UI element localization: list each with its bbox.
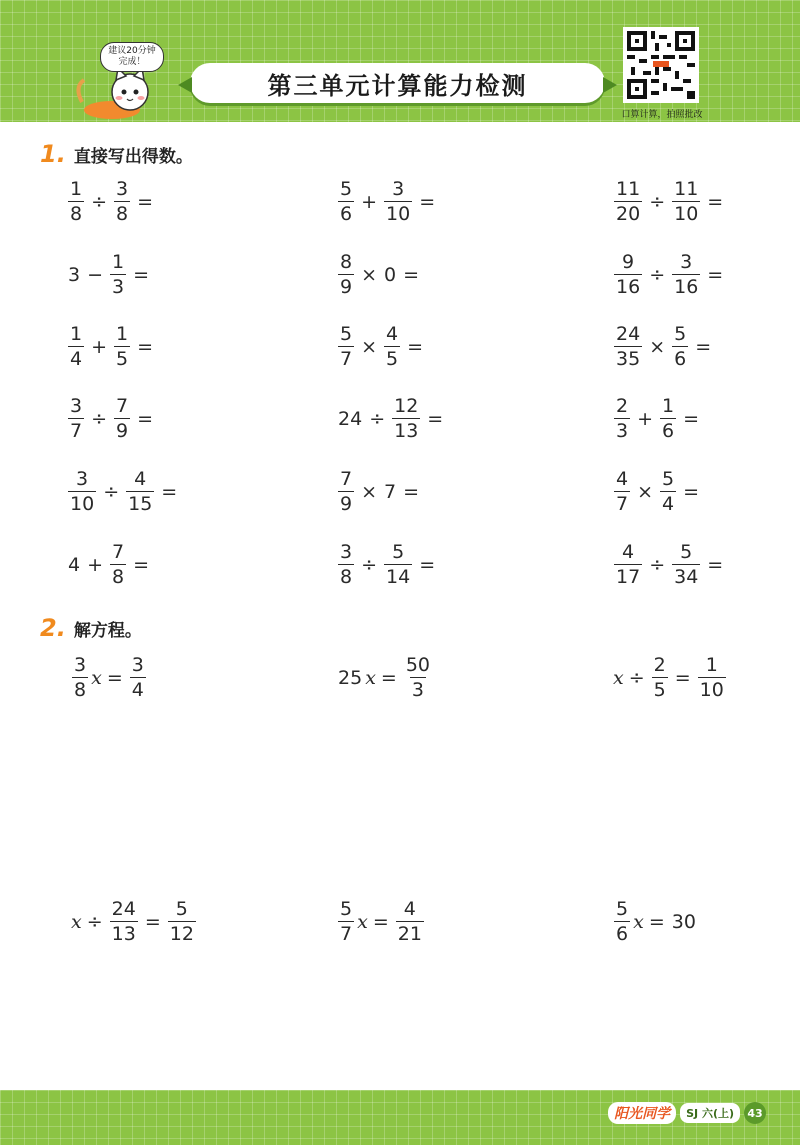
operator: × (637, 481, 654, 503)
fraction (672, 325, 688, 369)
fraction (338, 180, 354, 224)
qr-caption: 口算计算，拍照批改 (621, 110, 703, 120)
denominator: 17 (616, 566, 641, 588)
numerator: 2 (653, 654, 666, 676)
variable: x (365, 667, 376, 689)
operator: ÷ (649, 554, 666, 576)
fraction (338, 253, 354, 297)
operator: ÷ (649, 264, 666, 286)
numerator: 3 (340, 541, 353, 563)
denominator: 6 (662, 420, 675, 442)
fraction (168, 900, 196, 944)
fraction (338, 543, 354, 587)
fraction (614, 397, 630, 441)
calc-problem (66, 397, 158, 441)
fraction (114, 325, 130, 369)
numerator: 9 (622, 251, 635, 273)
page-number: 43 (744, 1102, 766, 1124)
equation-problem (70, 656, 148, 700)
numerator: 1 (70, 323, 83, 345)
operator: = (648, 911, 665, 933)
section-2-number: 2. (40, 614, 66, 642)
fraction (68, 397, 84, 441)
denominator: 9 (116, 420, 129, 442)
operator: + (361, 191, 378, 213)
denominator: 16 (616, 276, 641, 298)
numerator: 3 (131, 654, 144, 676)
numerator: 3 (116, 178, 129, 200)
numerator: 4 (386, 323, 399, 345)
fraction (660, 397, 676, 441)
section-1-heading (40, 140, 193, 168)
denominator: 16 (674, 276, 699, 298)
denominator: 8 (340, 566, 353, 588)
denominator: 13 (394, 420, 419, 442)
fraction (68, 325, 84, 369)
operator: = (372, 911, 389, 933)
section-1-title: 直接写出得数。 (73, 147, 193, 167)
numerator: 4 (616, 468, 629, 490)
denominator: 7 (70, 420, 83, 442)
numerator: 5 (680, 541, 693, 563)
fraction (614, 253, 642, 297)
calc-problem (336, 470, 424, 514)
qr-code-icon (627, 31, 695, 99)
numerator: 3 (76, 468, 89, 490)
fraction (384, 325, 400, 369)
denominator: 4 (131, 679, 144, 701)
numerator: 5 (340, 178, 353, 200)
fraction (338, 900, 354, 944)
fraction (396, 900, 424, 944)
denominator: 13 (111, 923, 136, 945)
number: 0 (384, 264, 397, 286)
fraction (110, 900, 138, 944)
footer-badge (608, 1102, 766, 1124)
fraction (338, 325, 354, 369)
operator: + (87, 554, 104, 576)
denominator: 3 (616, 420, 629, 442)
calc-problem (66, 253, 154, 297)
operator: = (137, 408, 154, 430)
operator: = (707, 554, 724, 576)
fraction (110, 543, 126, 587)
equation-problem (70, 900, 198, 944)
numerator: 3 (680, 251, 693, 273)
operator: = (683, 408, 700, 430)
numerator: 3 (392, 178, 405, 200)
operator: = (161, 481, 178, 503)
numerator: 50 (405, 654, 431, 676)
denominator: 7 (340, 923, 353, 945)
fraction (338, 470, 354, 514)
fraction (614, 325, 642, 369)
operator: ÷ (91, 191, 108, 213)
denominator: 10 (386, 203, 411, 225)
numerator: 4 (403, 898, 416, 920)
denominator: 6 (340, 203, 353, 225)
calc-problem (612, 253, 728, 297)
fraction (672, 253, 700, 297)
calc-problem (336, 397, 448, 441)
calc-problem (66, 470, 182, 514)
denominator: 9 (340, 493, 353, 515)
numerator: 8 (340, 251, 353, 273)
calc-problem (336, 325, 428, 369)
operator: × (361, 264, 378, 286)
denominator: 3 (411, 679, 424, 701)
operator: = (380, 667, 397, 689)
fraction (392, 397, 420, 441)
fraction (698, 656, 726, 700)
operator: = (403, 481, 420, 503)
fraction (384, 180, 412, 224)
numerator: 1 (705, 654, 718, 676)
operator: = (683, 481, 700, 503)
denominator: 8 (116, 203, 129, 225)
numerator: 1 (70, 178, 83, 200)
operator: = (674, 667, 691, 689)
operator: = (407, 336, 424, 358)
numerator: 7 (112, 541, 125, 563)
section-2-heading (40, 614, 142, 642)
numerator: 5 (616, 898, 629, 920)
fraction (672, 543, 700, 587)
numerator: 1 (662, 395, 675, 417)
numerator: 3 (70, 395, 83, 417)
fraction (68, 180, 84, 224)
numerator: 5 (674, 323, 687, 345)
denominator: 20 (616, 203, 641, 225)
bubble-line-2: 完成！ (118, 57, 146, 67)
fraction (110, 253, 126, 297)
denominator: 34 (674, 566, 699, 588)
numerator: 12 (394, 395, 419, 417)
numerator: 24 (111, 898, 136, 920)
operator: ÷ (91, 408, 108, 430)
denominator: 3 (112, 276, 125, 298)
footer-band (0, 1090, 800, 1145)
numerator: 5 (662, 468, 675, 490)
denominator: 6 (616, 923, 629, 945)
denominator: 5 (653, 679, 666, 701)
variable: x (71, 911, 82, 933)
speech-bubble (100, 42, 164, 72)
calc-problem (336, 543, 440, 587)
operator: + (637, 408, 654, 430)
fraction (672, 180, 700, 224)
operator: = (137, 336, 154, 358)
operator: ÷ (369, 408, 386, 430)
numerator: 2 (616, 395, 629, 417)
operator: × (361, 481, 378, 503)
numerator: 7 (116, 395, 129, 417)
operator: = (419, 191, 436, 213)
calc-problem (336, 180, 440, 224)
operator: = (419, 554, 436, 576)
operator: + (91, 336, 108, 358)
calc-problem (336, 253, 424, 297)
operator: = (137, 191, 154, 213)
denominator: 9 (340, 276, 353, 298)
calc-problem (612, 325, 716, 369)
number: 25 (338, 667, 363, 689)
section-2-title: 解方程。 (73, 621, 142, 641)
denominator: 10 (674, 203, 699, 225)
equation-problem (612, 656, 728, 700)
operator: ÷ (628, 667, 645, 689)
numerator: 5 (175, 898, 188, 920)
denominator: 21 (397, 923, 422, 945)
operator: ÷ (649, 191, 666, 213)
operator: ÷ (103, 481, 120, 503)
denominator: 8 (74, 679, 87, 701)
denominator: 5 (386, 348, 399, 370)
denominator: 15 (128, 493, 153, 515)
grade-label: SJ 六(上) (680, 1103, 740, 1123)
denominator: 4 (662, 493, 675, 515)
calc-problem (66, 543, 154, 587)
calc-problem (612, 470, 704, 514)
operator: = (133, 554, 150, 576)
numerator: 1 (112, 251, 125, 273)
denominator: 7 (616, 493, 629, 515)
operator: = (144, 911, 161, 933)
denominator: 5 (116, 348, 129, 370)
fraction (68, 470, 96, 514)
denominator: 6 (674, 348, 687, 370)
denominator: 4 (70, 348, 83, 370)
operator: = (695, 336, 712, 358)
variable: x (357, 911, 368, 933)
number: 24 (338, 408, 363, 430)
brand-logo: 阳光同学 (608, 1102, 676, 1124)
denominator: 8 (112, 566, 125, 588)
numerator: 11 (674, 178, 699, 200)
number: 4 (68, 554, 81, 576)
denominator: 14 (386, 566, 411, 588)
fraction (114, 180, 130, 224)
numerator: 4 (622, 541, 635, 563)
title-banner (190, 63, 605, 103)
calc-problem (66, 325, 158, 369)
operator: = (403, 264, 420, 286)
fraction (72, 656, 88, 700)
denominator: 8 (70, 203, 83, 225)
fraction (614, 180, 642, 224)
fraction (130, 656, 146, 700)
numerator: 24 (616, 323, 641, 345)
operator: = (106, 667, 123, 689)
numerator: 5 (392, 541, 405, 563)
fraction (126, 470, 154, 514)
bubble-line-1: 建议20分钟 (108, 46, 156, 56)
numerator: 5 (340, 323, 353, 345)
operator: × (361, 336, 378, 358)
fraction (614, 543, 642, 587)
numerator: 11 (616, 178, 641, 200)
operator: = (707, 264, 724, 286)
equation-problem (336, 656, 434, 700)
denominator: 10 (699, 679, 724, 701)
operator: × (649, 336, 666, 358)
numerator: 3 (74, 654, 87, 676)
fraction (614, 900, 630, 944)
operator: ÷ (86, 911, 103, 933)
numerator: 7 (340, 468, 353, 490)
equation-problem (336, 900, 426, 944)
variable: x (633, 911, 644, 933)
denominator: 35 (616, 348, 641, 370)
calc-problem (66, 180, 158, 224)
denominator: 7 (340, 348, 353, 370)
calc-problem (612, 543, 728, 587)
variable: x (613, 667, 624, 689)
page-title: 第三单元计算能力检测 (267, 71, 528, 100)
denominator: 12 (169, 923, 194, 945)
section-1-number: 1. (40, 140, 66, 168)
calc-problem (612, 397, 704, 441)
denominator: 10 (70, 493, 95, 515)
number: 3 (68, 264, 81, 286)
operator: = (707, 191, 724, 213)
calc-problem (612, 180, 728, 224)
fraction (384, 543, 412, 587)
operator: ÷ (361, 554, 378, 576)
fraction (114, 397, 130, 441)
fraction (660, 470, 676, 514)
numerator: 4 (134, 468, 147, 490)
equation-problem (612, 900, 698, 944)
variable: x (91, 667, 102, 689)
operator: = (133, 264, 150, 286)
fraction (652, 656, 668, 700)
numerator: 1 (116, 323, 129, 345)
number: 30 (671, 911, 696, 933)
operator: = (427, 408, 444, 430)
fraction (614, 470, 630, 514)
numerator: 5 (340, 898, 353, 920)
number: 7 (384, 481, 397, 503)
fraction (404, 656, 432, 700)
qr-code[interactable] (623, 27, 699, 103)
operator: − (87, 264, 104, 286)
